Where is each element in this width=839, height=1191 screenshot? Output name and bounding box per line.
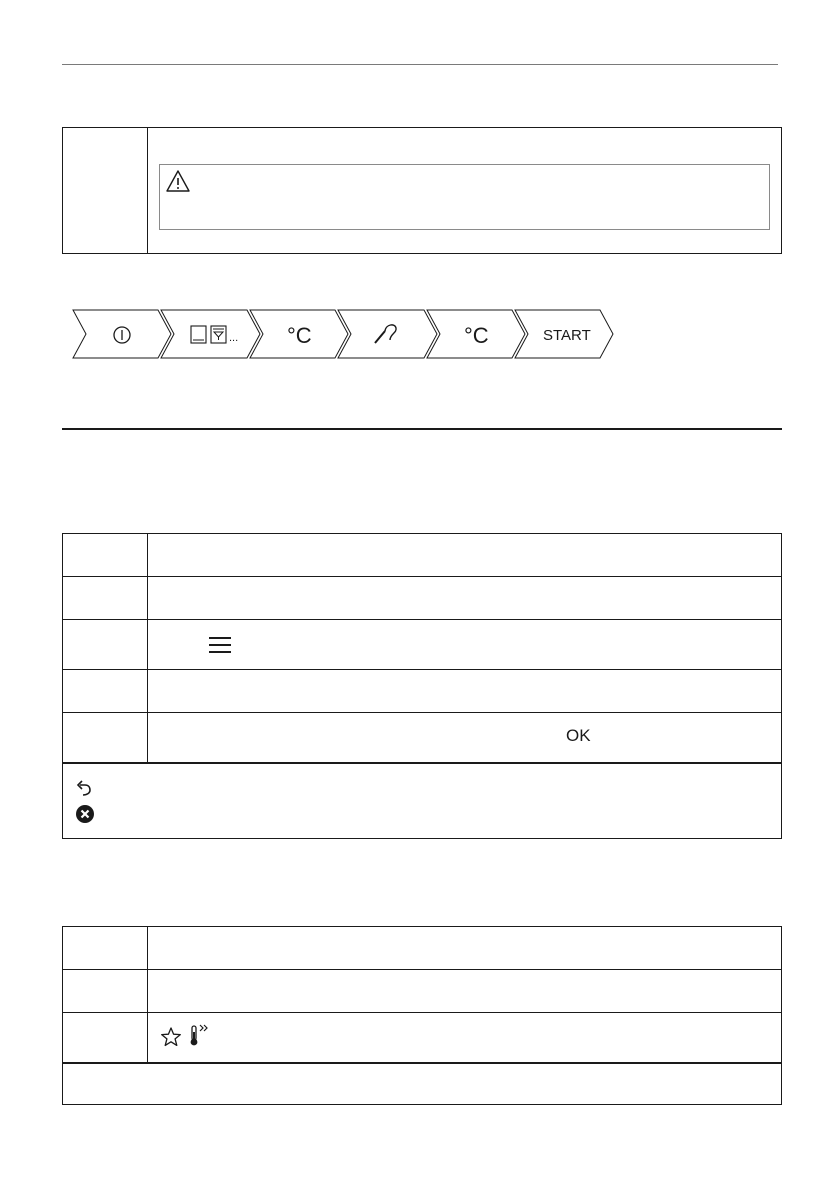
step-food-probe[interactable] xyxy=(338,310,437,358)
step-number-cell xyxy=(63,927,148,970)
step-text-cell xyxy=(148,670,782,713)
step-number-cell xyxy=(63,620,148,670)
step-temperature[interactable] xyxy=(250,310,348,358)
step-start[interactable] xyxy=(515,310,613,358)
header-rule xyxy=(62,64,778,65)
temperature-icon: °C xyxy=(287,323,312,348)
step-number-cell xyxy=(63,577,148,620)
menu-procedure-table xyxy=(62,533,782,839)
step-number-cell xyxy=(63,713,148,763)
step-text-cell xyxy=(148,1013,782,1063)
step-sequence xyxy=(72,309,617,364)
step-power[interactable] xyxy=(73,310,171,358)
step-number-cell xyxy=(63,970,148,1013)
favourites-procedure-table xyxy=(62,926,782,1105)
step-text-cell xyxy=(148,534,782,577)
favourite-star-icon xyxy=(160,1026,182,1048)
ok-label: OK xyxy=(566,726,591,745)
step-number-cell xyxy=(63,534,148,577)
step-text-cell xyxy=(148,970,782,1013)
step-number-cell xyxy=(63,1013,148,1063)
step-probe-temperature[interactable] xyxy=(427,310,525,358)
step-number-cell xyxy=(63,128,148,254)
warning-icon xyxy=(165,169,191,193)
step-text-cell xyxy=(148,620,782,670)
section-divider xyxy=(62,428,782,430)
menu-icon xyxy=(208,636,232,654)
step-text-cell xyxy=(148,577,782,620)
more-functions-label: ... xyxy=(229,332,239,344)
temperature-icon: °C xyxy=(464,323,489,348)
step-oven-functions[interactable] xyxy=(161,310,260,358)
fast-heat-up-icon xyxy=(188,1023,216,1047)
step-number-cell xyxy=(63,670,148,713)
start-label: START xyxy=(543,327,591,344)
legend-cell xyxy=(63,763,782,839)
back-icon xyxy=(75,779,93,797)
cancel-icon xyxy=(75,804,95,824)
step-text-cell xyxy=(148,927,782,970)
step-text-cell xyxy=(148,713,782,763)
warning-box xyxy=(159,164,770,230)
note-cell xyxy=(63,1063,782,1105)
